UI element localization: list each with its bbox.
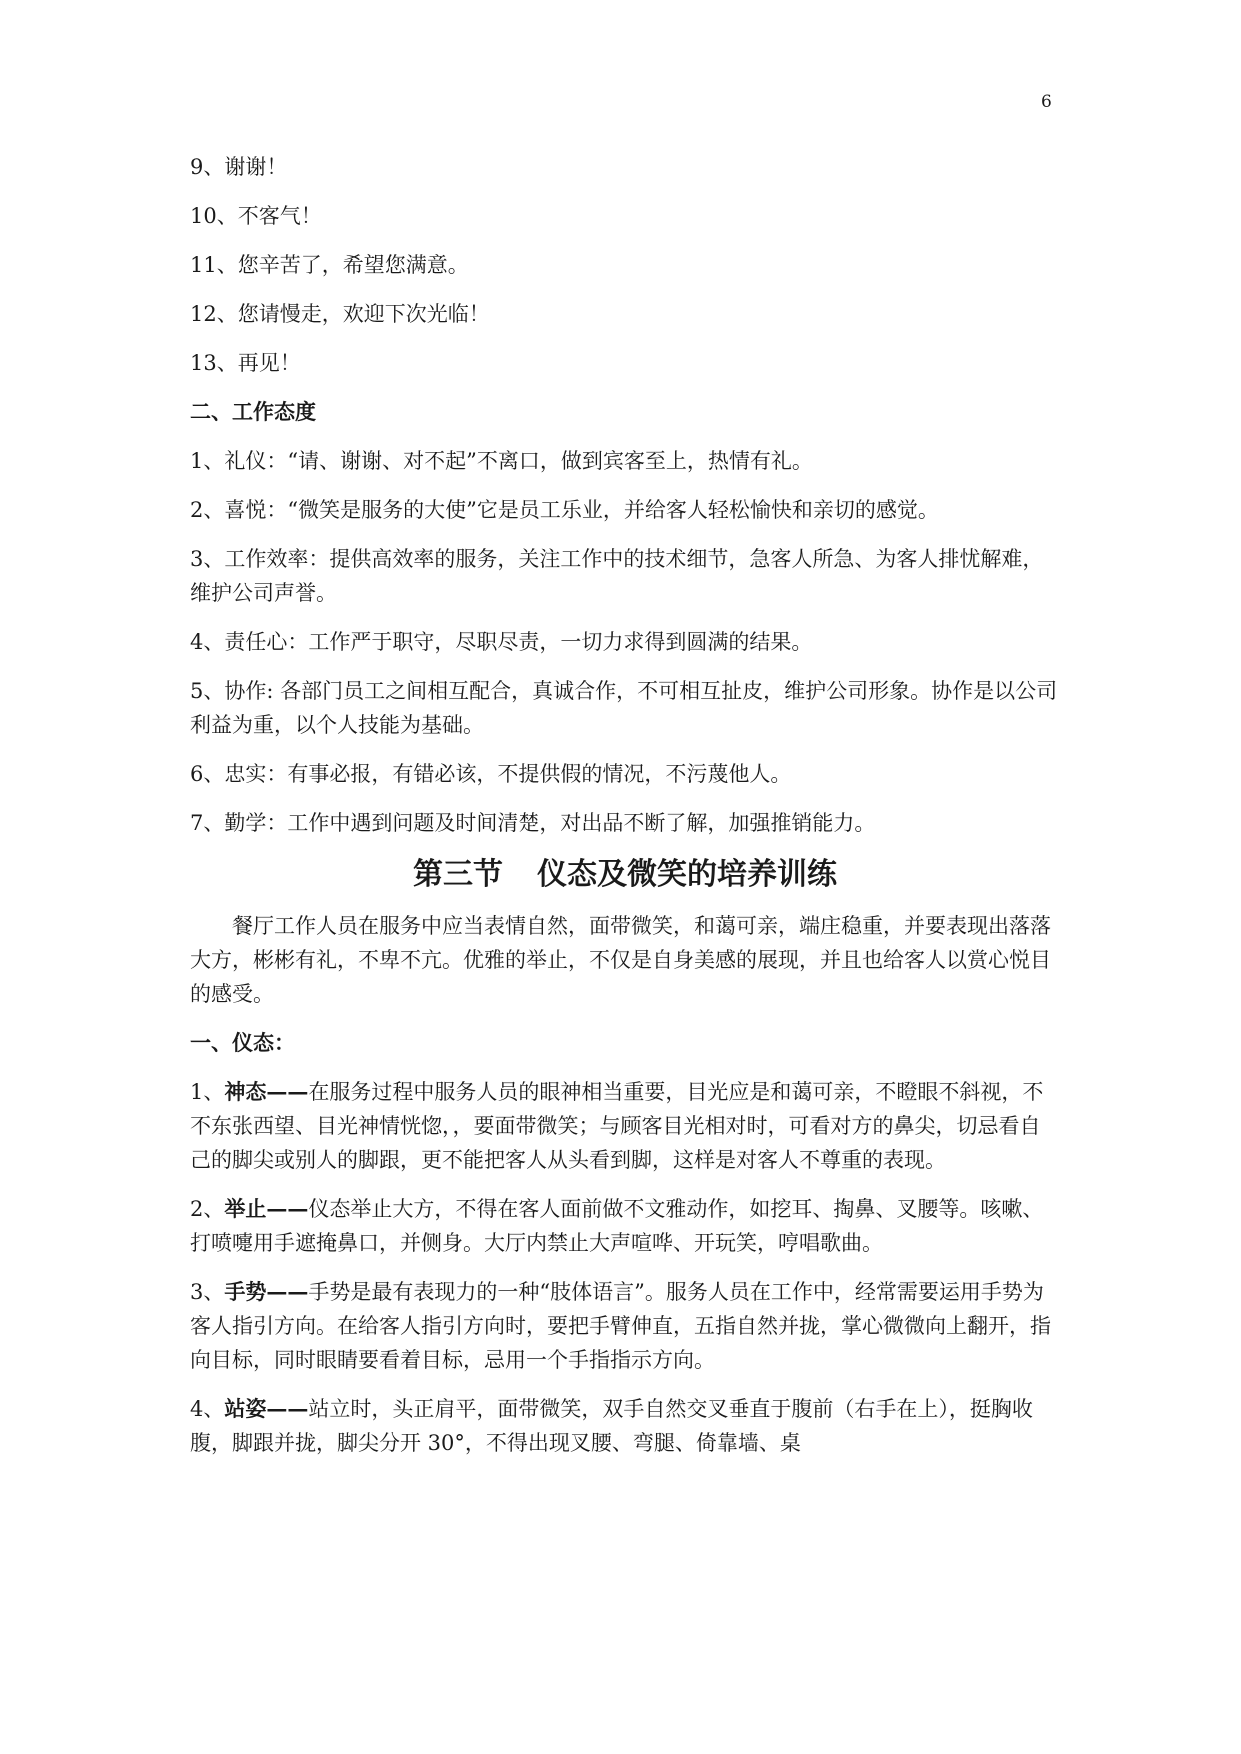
document-body xyxy=(190,150,1060,1475)
section-intro: 餐厅工作人员在服务中应当表情自然，面带微笑，和蔼可亲，端庄稳重，并要表现出落落大方，彬彬有礼，不卑不亢。优雅的举止，不仅是自身美感的展现，并且也给客人以赏心悦目的感受。 xyxy=(190,914,1051,1006)
item-number: 3、 xyxy=(190,1280,225,1304)
item-term: 举止—— xyxy=(224,1196,309,1221)
posture-item xyxy=(190,1192,1060,1260)
greeting-item: 10、不客气！ xyxy=(190,204,322,228)
greeting-item: 9、谢谢！ xyxy=(190,155,288,179)
posture-heading: 一、仪态： xyxy=(190,1030,295,1055)
posture-item xyxy=(190,1075,1060,1177)
section-name: 仪态及微笑的培养训练 xyxy=(537,857,837,892)
greeting-item: 11、您辛苦了，希望您满意。 xyxy=(190,253,469,277)
attitude-heading: 二、工作态度 xyxy=(190,399,316,424)
item-term: 神态—— xyxy=(224,1079,309,1104)
greeting-item: 12、您请慢走，欢迎下次光临！ xyxy=(190,302,490,326)
attitude-item: 5、协作: 各部门员工之间相互配合，真诚合作，不可相互扯皮，维护公司形象。协作是以公司利益为重，以个人技能为基础。 xyxy=(190,679,1058,737)
item-text: 仪态举止大方，不得在客人面前做不文雅动作，如挖耳、掏鼻、叉腰等。咳嗽、打喷嚏用手遮掩鼻口，并侧身。大厅内禁止大声喧哗、开玩笑，哼唱歌曲。 xyxy=(190,1197,1044,1255)
item-term: 站姿—— xyxy=(224,1396,309,1421)
item-number: 2、 xyxy=(190,1197,225,1221)
section-title xyxy=(190,855,1060,895)
attitude-item: 7、勤学：工作中遇到问题及时间清楚，对出品不断了解，加强推销能力。 xyxy=(190,811,876,835)
greeting-item: 13、再见！ xyxy=(190,351,301,375)
posture-item xyxy=(190,1275,1060,1377)
item-number: 1、 xyxy=(190,1080,225,1104)
attitude-item: 2、喜悦：“微笑是服务的大使”它是员工乐业，并给客人轻松愉快和亲切的感觉。 xyxy=(190,498,939,522)
item-number: 4、 xyxy=(190,1397,225,1421)
section-number: 第三节 xyxy=(413,857,503,892)
item-text: 手势是最有表现力的一种“肢体语言”。服务人员在工作中，经常需要运用手势为客人指引方向。在给客人指引方向时，要把手臂伸直，五指自然并拢，掌心微微向上翻开，指向目标，同时眼睛要看着目标，忌用一个手指指示方向。 xyxy=(190,1280,1051,1372)
page-number: 6 xyxy=(1041,92,1052,112)
attitude-item: 1、礼仪：“请、谢谢、对不起”不离口，做到宾客至上，热情有礼。 xyxy=(190,449,813,473)
attitude-item: 6、忠实：有事必报，有错必该，不提供假的情况，不污蔑他人。 xyxy=(190,762,792,786)
item-term: 手势—— xyxy=(224,1279,309,1304)
item-text: 站立时，头正肩平，面带微笑，双手自然交叉垂直于腹前（右手在上），挺胸收腹，脚跟并拢，脚尖分开 30°，不得出现叉腰、弯腿、倚靠墙、桌 xyxy=(190,1397,1033,1455)
item-text: 在服务过程中服务人员的眼神相当重要，目光应是和蔼可亲，不瞪眼不斜视，不不东张西望、目光神情恍惚，，要面带微笑；与顾客目光相对时，可看对方的鼻尖，切忌看自己的脚尖或别人的脚跟，更不能把客人从头看到脚，这样是对客人不尊重的表现。 xyxy=(190,1080,1044,1172)
attitude-item: 4、责任心：工作严于职守，尽职尽责，一切力求得到圆满的结果。 xyxy=(190,630,813,654)
attitude-item: 3、工作效率：提供高效率的服务，关注工作中的技术细节，急客人所急、为客人排忧解难，维护公司声誉。 xyxy=(190,547,1044,605)
posture-item xyxy=(190,1392,1060,1460)
